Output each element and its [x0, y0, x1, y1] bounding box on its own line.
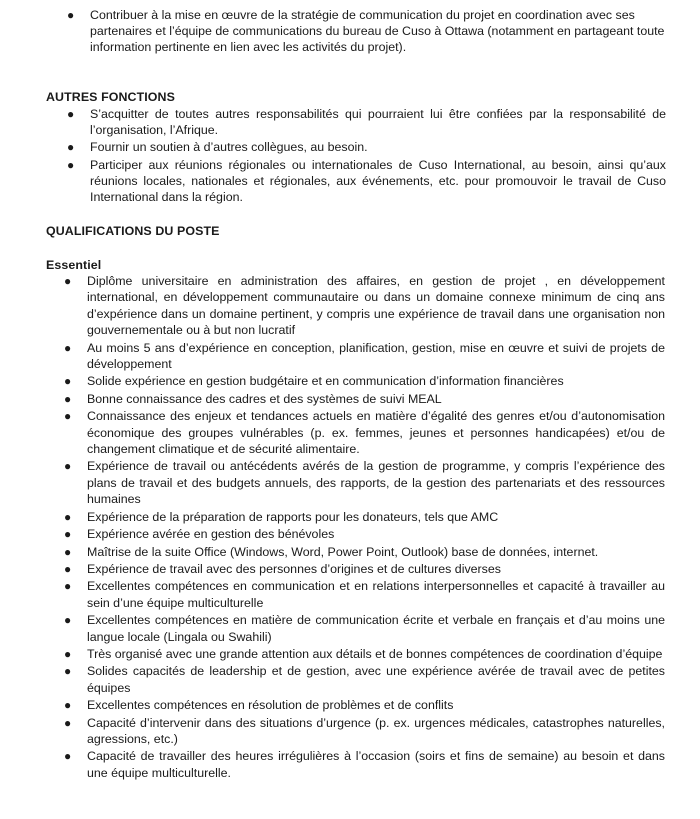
list-item: ● Diplôme universitaire en administration des affaires, en gestion de projet , en développement international, en développement communautaire ou dans un domaine connexe minimum de cinq ans d’expérience dans un domaine pertinent, y compris une expérience de travail dans une organisation non gouvernementale ou à but non lucratif — [64, 274, 665, 338]
bullet-icon: ● — [64, 374, 72, 389]
list-item: ● Fournir un soutien à d’autres collègues, au besoin. — [67, 140, 368, 155]
bullet-icon: ● — [64, 715, 72, 730]
top-bullet-list — [67, 7, 668, 56]
bullet-icon: ● — [64, 391, 72, 406]
bullet-icon: ● — [64, 749, 72, 764]
subheading-essentiel: Essentiel — [46, 258, 102, 272]
bullet-icon: ● — [64, 561, 72, 576]
section-heading-autres-fonctions: AUTRES FONCTIONS — [46, 90, 175, 104]
list-item: ● Expérience de travail avec des personnes d’origines et de cultures diverses — [64, 561, 501, 576]
list-item: ● Expérience avérée en gestion des bénévoles — [64, 527, 335, 542]
list-item: ● S’acquitter de toutes autres responsabilités qui pourraient lui être confiées par la responsabilité de l’organisation, l’Afrique. — [67, 107, 666, 138]
list-item: ● Excellentes compétences en matière de communication écrite et verbale en français et d’au moins une langue locale (Lingala ou Swahili) — [64, 613, 665, 644]
bullet-icon: ● — [67, 140, 75, 155]
bullet-icon: ● — [64, 664, 72, 679]
bullet-icon: ● — [64, 698, 72, 713]
bullet-icon: ● — [64, 544, 72, 559]
top-bullet-text: Contribuer à la mise en œuvre de la stratégie de communication du projet en coordination avec ses partenaires et l’équipe de communications du bureau de Cuso à Ottawa (notamment en partageant toute information pertinente en lien avec les activités du projet). — [90, 8, 665, 55]
list-item: ● Maîtrise de la suite Office (Windows, Word, Power Point, Outlook) base de données, internet. — [64, 544, 599, 559]
list-item: ● Capacité de travailler des heures irrégulières à l’occasion (soirs et fins de semaine) au besoin et dans une équipe multiculturelle. — [64, 749, 665, 780]
list-item: ● Expérience de travail ou antécédents avérés de la gestion de programme, y compris l’expérience des plans de travail et des budgets annuels, des rapports, de la gestion des partenariats et des ressources humaines — [64, 459, 665, 507]
list-item: ● Excellentes compétences en communication et en relations interpersonnelles et capacité à travailler au sein d’une équipe multiculturelle — [64, 579, 665, 610]
list-item: ● Expérience de la préparation de rapports pour les donateurs, tels que AMC — [64, 509, 499, 524]
bullet-icon: ● — [67, 8, 75, 22]
bullet-icon: ● — [64, 613, 72, 628]
bullet-icon: ● — [67, 157, 75, 172]
bullet-icon: ● — [64, 527, 72, 542]
autres-fonctions-list — [67, 106, 666, 206]
bullet-icon: ● — [64, 509, 72, 524]
bullet-icon: ● — [64, 409, 72, 424]
bullet-icon: ● — [64, 459, 72, 474]
list-item — [67, 7, 668, 56]
bullet-icon: ● — [64, 274, 72, 288]
list-item: ● Solides capacités de leadership et de gestion, avec une expérience avérée de travail avec de petites équipes — [64, 664, 665, 695]
list-item: ● Solide expérience en gestion budgétaire et en communication d’information financières — [64, 374, 564, 389]
list-item: ● Bonne connaissance des cadres et des systèmes de suivi MEAL — [64, 391, 442, 406]
list-item: ● Participer aux réunions régionales ou internationales de Cuso International, au besoin, ainsi qu’aux réunions locales, nationales et régionales, aux événements, etc. pour promouvoir le travail de Cuso International dans la région. — [67, 157, 666, 205]
bullet-icon: ● — [67, 107, 75, 121]
list-item: ● Très organisé avec une grande attention aux détails et de bonnes compétences de coordination d’équipe — [64, 646, 663, 661]
list-item: ● Au moins 5 ans d’expérience en conception, planification, gestion, mise en œuvre et suivi de projets de développement — [64, 340, 665, 372]
bullet-icon: ● — [64, 646, 72, 661]
bullet-icon: ● — [64, 579, 72, 594]
bullet-icon: ● — [64, 340, 72, 355]
qualifications-list — [64, 273, 665, 782]
list-item: ● Excellentes compétences en résolution de problèmes et de conflits — [64, 698, 454, 713]
list-item: ● Capacité d’intervenir dans des situations d’urgence (p. ex. urgences médicales, catastrophes naturelles, agressions, etc.) — [64, 715, 665, 746]
list-item: ● Connaissance des enjeux et tendances actuels en matière d’égalité des genres et/ou d’autonomisation économique des groupes vulnérables (p. ex. femmes, jeunes et personnes handicapées) et/ou de changement climatique et de sécurité alimentaire. — [64, 409, 665, 457]
section-heading-qualifications: QUALIFICATIONS DU POSTE — [46, 224, 220, 238]
